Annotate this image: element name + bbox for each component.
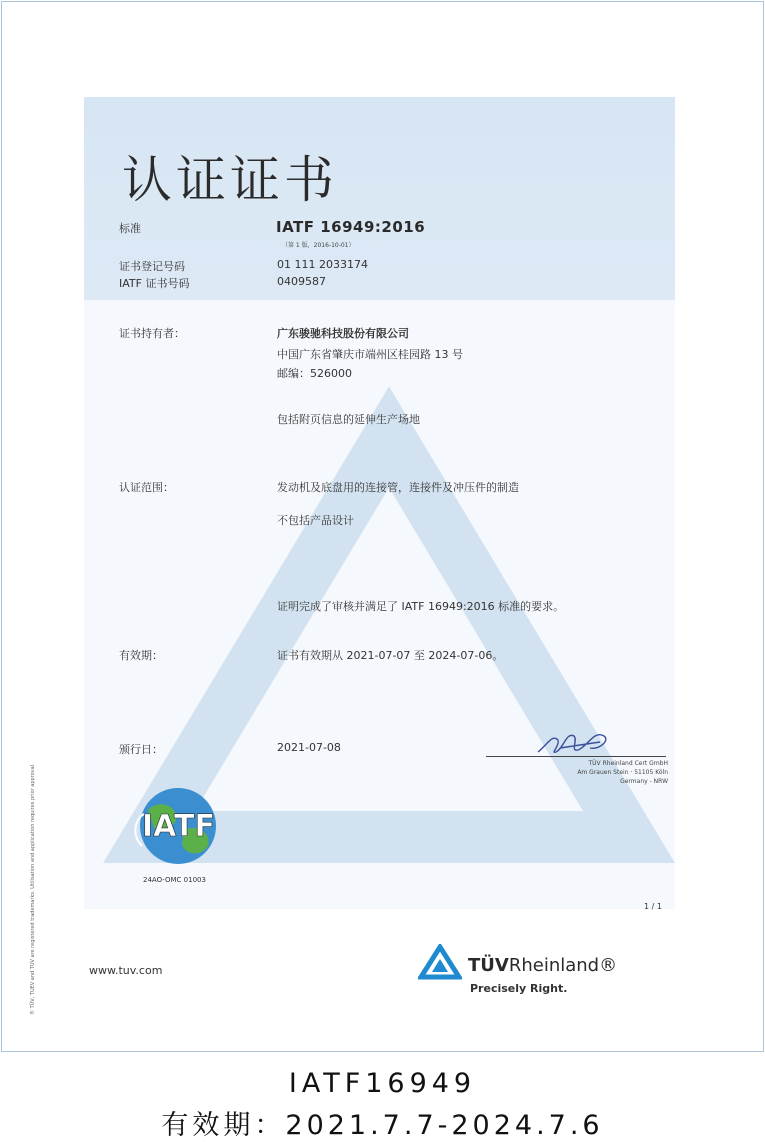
holder-name: 广东骏驰科技股份有限公司 <box>277 327 409 340</box>
standard-edition: （第 1 版，2016-10-01） <box>282 242 355 249</box>
issue-date-label: 颁行日： <box>119 743 163 756</box>
website-link[interactable]: www.tuv.com <box>89 964 163 977</box>
registration-number-value: 01 111 2033174 <box>277 258 368 271</box>
issuer-address: Am Grauen Stein · 51105 Köln <box>577 769 668 776</box>
tuv-brand-rest: Rheinland® <box>508 955 618 976</box>
standard-value: IATF 16949:2016 <box>276 218 426 236</box>
signature-line <box>486 756 666 757</box>
holder-address: 中国广东省肇庆市端州区桂园路 13 号 <box>277 348 463 361</box>
tuv-triangle-icon <box>418 944 462 980</box>
caption-validity: 有效期：2021.7.7-2024.7.6 <box>161 1110 604 1141</box>
holder-label: 证书持有者： <box>119 327 185 340</box>
iatf-number-value: 0409587 <box>277 275 326 288</box>
validity-value: 证书有效期从 2021-07-07 至 2024-07-06。 <box>277 649 504 662</box>
issue-date-value: 2021-07-08 <box>277 741 341 754</box>
validity-label: 有效期： <box>119 649 163 662</box>
page-number: 1 / 1 <box>644 902 662 911</box>
scope-exclusion: 不包括产品设计 <box>277 514 354 527</box>
certificate-title: 认证证书 <box>122 151 338 209</box>
tuv-tagline: Precisely Right. <box>470 982 568 995</box>
svg-text:IATF: IATF <box>142 809 216 844</box>
holder-postcode: 邮编：526000 <box>277 367 352 380</box>
holder-note: 包括附页信息的延伸生产场地 <box>277 413 420 426</box>
trademark-note: ® TÜV, TUEV and TUV are registered trademarks. Utilisation and application requires prior approval. <box>30 763 36 1015</box>
tuv-brand-bold: TÜV <box>468 955 509 976</box>
issuer-country: Germany - NRW <box>620 778 668 785</box>
iatf-office-code: 24AO-OMC 01003 <box>143 876 206 884</box>
iatf-globe-logo <box>124 780 232 868</box>
standard-label: 标准 <box>119 222 141 235</box>
conformity-statement: 证明完成了审核并满足了 IATF 16949:2016 标准的要求。 <box>277 600 565 613</box>
caption-standard: IATF16949 <box>288 1068 477 1099</box>
tuv-brand-logo <box>468 955 617 976</box>
registration-number-label: 证书登记号码 <box>119 260 185 273</box>
scope-label: 认证范围： <box>119 481 174 494</box>
scope-value: 发动机及底盘用的连接管，连接件及冲压件的制造 <box>277 481 519 494</box>
issuer-name: TÜV Rheinland Cert GmbH <box>588 760 668 767</box>
iatf-number-label: IATF 证书号码 <box>119 277 190 290</box>
